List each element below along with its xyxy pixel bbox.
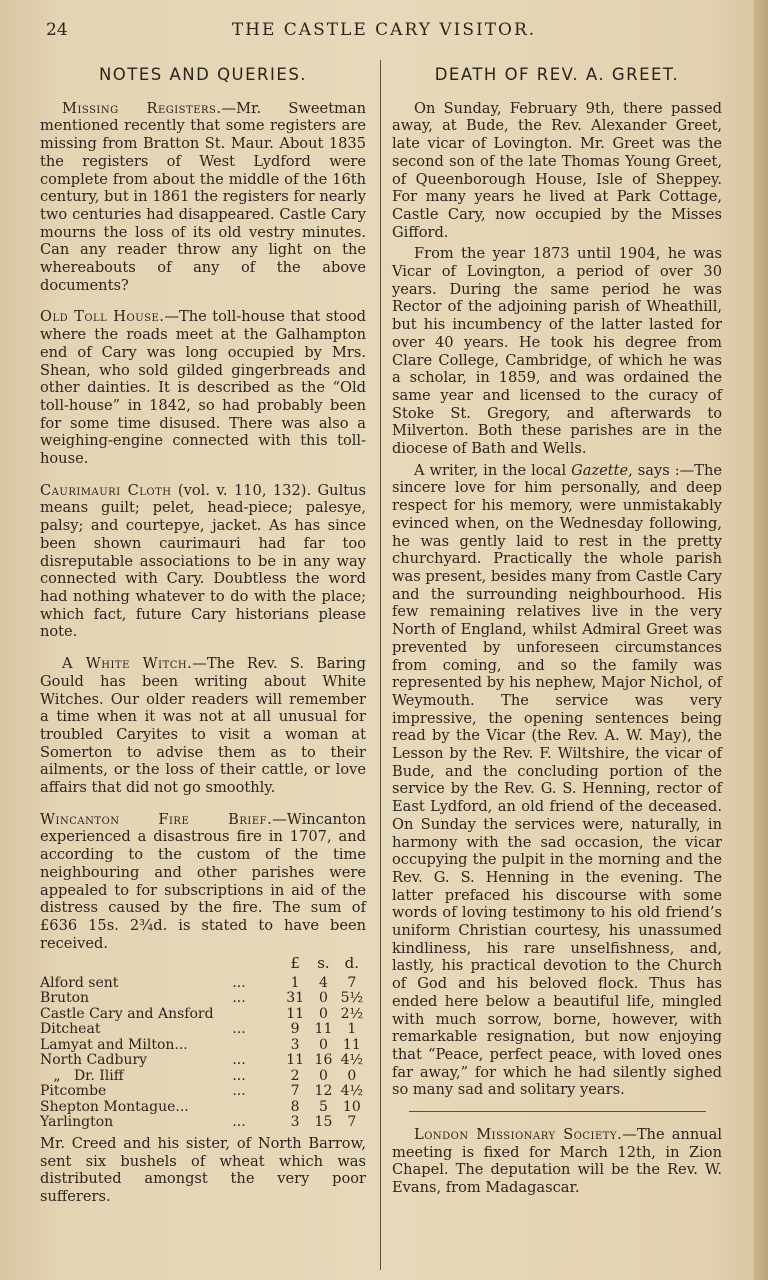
missing-registers-text: —Mr. Sweetman mentioned recently that some registers are missing from Bratton St. Maur. About 1835 the registers of West Lydford were complete from about the middle of the 16th century, but in 1861 the registers for nearly two centuries had disappeared. Castle Cary mourns the loss of its old vestry minutes. Can any reader throw any light on the whereabouts of any of the above documents? [40,99,366,294]
gazette-quote-intro: A writer, in the local [414,461,572,479]
pence-value: 7 [347,1114,357,1131]
parish-name: Ditcheat [40,1021,101,1038]
old-toll-house-lead: Old Toll House. [40,308,165,326]
subscription-row [40,1115,366,1131]
shillings-value: 0 [319,1067,328,1084]
pence-value: 10 [342,1098,361,1115]
pence-value: 4½ [340,1052,364,1069]
pence-value: 11 [342,1036,361,1053]
page-edge [754,0,768,1280]
pounds-value: 7 [290,1083,300,1100]
pounds-value: 3 [290,1114,300,1131]
parish-name: North Cadbury [40,1052,148,1069]
white-witch-text: —The Rev. S. Baring Gould has been writing about White Witches. Our older readers will remember a time when it was not at all unusual for troubled Caryites to visit a woman at Somerton to advise them as to their ailments, or the loss of their cattle, or love affairs that did not go smoothly. [40,655,367,797]
old-toll-house-paragraph [40,308,366,467]
missing-registers-paragraph [40,100,366,295]
pounds-value: 11 [286,1005,305,1022]
shillings-value: 15 [314,1114,333,1131]
shillings-value: 12 [314,1083,333,1100]
pence-value: 2½ [340,1005,364,1022]
shillings-column-header: s. [317,954,330,973]
subscription-row [40,991,366,1007]
leader-dots: ... [232,1067,246,1084]
leader-dots [232,1007,281,1023]
subscription-row [40,1100,366,1116]
pounds-value: 11 [286,1052,305,1069]
creed-note-paragraph: Mr. Creed and his sister, of North Barrow, sent six bushels of wheat which was distributed amongst the very poor sufferers. [40,1134,366,1205]
leader-dots: ... [232,1021,246,1038]
parish-name: Alford sent [40,974,119,991]
subscription-row [40,1053,366,1069]
subscription-row [40,1038,366,1054]
pounds-column-header: £ [290,954,300,973]
shillings-value: 0 [319,990,328,1007]
parish-name: Shepton Montague... [40,1098,189,1115]
leader-dots: ... [232,1052,246,1069]
caurimauri-lead: Caurimauri Cloth [40,481,172,499]
column-divider [380,60,381,1270]
shillings-value: 0 [319,1005,328,1022]
caurimauri-text: (vol. v. 110, 132). Gultus means guilt; pelet, head-piece; palesye, palsy; and courtepye, jacket. As has since been shown caurimauri had far too disreputable associations to be in any way connected with Cary. Doubtless the word had nothing whatever to do with the place; which fact, future Cary historians please note. [40,481,366,641]
pounds-value: 1 [290,974,300,991]
pence-value: 1 [347,1021,357,1038]
white-witch-lead: A White Witch. [62,655,193,673]
parish-name: Castle Cary and Ansford [40,1005,214,1022]
subscription-row [40,1069,366,1085]
pence-column-header: d. [344,954,359,973]
shillings-value: 16 [314,1052,333,1069]
missing-registers-lead: Missing Registers. [62,99,222,117]
subscriptions-body [40,976,366,1131]
section-heading-notes: NOTES AND QUERIES. [98,65,308,84]
leader-dots: ... [232,974,246,991]
leader-dots: ... [232,1114,246,1131]
pence-value: 4½ [340,1083,364,1100]
white-witch-paragraph [40,655,366,797]
pounds-value: 9 [290,1021,300,1038]
missionary-society-text: —The annual meeting is fixed for March 12th, in Zion Chapel. The deputation will be the Rev. W. Evans, from Madagascar. [392,1126,722,1197]
pounds-value: 3 [290,1036,300,1053]
section-heading-obituary: DEATH OF REV. A. GREET. [434,65,680,84]
parish-name: Pitcombe [40,1083,107,1100]
page-number: 24 [46,20,68,40]
pounds-value: 31 [286,990,305,1007]
running-header [0,18,768,46]
obituary-paragraph-1: On Sunday, February 9th, there passed away, at Bude, the Rev. Alexander Greet, late vicar of Lovington. Mr. Greet was the second son of the late Thomas Young Greet, of Queenborough House, Isle of Sheppey. For many years he lived at Park Cottage, Castle Cary, now occupied by the Misses Gifford. [392,99,722,241]
fire-brief-text: —Wincanton experienced a disastrous fire in 1707, and according to the custom of the time neighbouring and other parishes were appealed to for subscriptions in aid of the distress caused by the fire. The sum of £636 15s. 2¾d. is stated to have been received. [40,810,366,952]
gazette-title: Gazette [571,461,629,479]
parish-name: „ Dr. Iliff [40,1067,124,1084]
leader-dots [232,1038,281,1054]
journal-title: THE CASTLE CARY VISITOR. [231,20,537,40]
shillings-value: 4 [319,974,328,991]
missionary-society-paragraph [392,1126,722,1197]
subscription-row [40,1022,366,1038]
pounds-value: 8 [290,1098,300,1115]
pounds-value: 2 [290,1067,300,1084]
parish-name: Bruton [40,990,90,1007]
parish-name: Yarlington [40,1114,114,1131]
subscriptions-header-row [40,956,366,976]
pence-value: 0 [347,1067,357,1084]
subscription-row [40,1084,366,1100]
caurimauri-paragraph [40,482,366,641]
obituary-paragraph-2: From the year 1873 until 1904, he was Vicar of Lovington, a period of over 30 years. During the same period he was Rector of the adjoining parish of Wheathill, but his incumbency of the latter lasted for over 40 years. He took his degree from Clare College, Cambridge, of which he was a scholar, in 1859, and was ordained the same year and licensed to the curacy of Stoke St. Gregory, and afterwards to Milverton. Both these parishes are in the diocese of Bath and Wells. [392,245,722,458]
fire-brief-lead: Wincanton Fire Brief. [40,810,273,828]
fire-brief-paragraph [40,811,366,953]
pence-value: 7 [347,974,357,991]
notes-and-queries-column [40,62,366,1220]
gazette-quote-text: , says :—The sincere love for him personally, and deep respect for his memory, were unmistakably evinced when, on the Wednesday following, he was gently laid to rest in the pretty churchyard. Practically the whole parish was present, besides many from Castle Cary and the surrounding neighbourhood. His few remaining relatives live in the very North of England, whilst Admiral Greet was prevented by unforeseen circumstances from coming, and so the family was represented by his nephew, Major Nichol, of Weymouth. The service was very impressive, the opening sentences being read by the Vicar (the Rev. A. W. May), the Lesson by the Rev. F. Wiltshire, the vicar of Bude, and the concluding portion of the service by the Rev. G. S. Henning, rector of East Lydford, an old friend of the deceased. On Sunday the services were, naturally, in harmony with the sad occasion, the vicar occupying the pulpit in the morning and the Rev. G. S. Henning in the evening. The latter prefaced his discourse with some words of loving testimony to his old friend’s uniform Christian courtesy, his unassumed kindliness, his rare unselfishness, and, lastly, his practical devotion to the Church of God and his beloved flock. Thus has ended here below a beautiful life, mingled with much sorrow, borne, however, with remarkable resignation, but now enjoying that “Peace, perfect peace, with loved ones far away,” for which he had silently sighed so many sad and solitary years. [392,461,722,1099]
leader-dots: ... [232,990,246,1007]
parish-name: Lamyat and Milton... [40,1036,188,1053]
shillings-value: 11 [314,1021,333,1038]
obituary-column [392,62,722,1211]
leader-dots [232,1100,281,1116]
subscription-row [40,976,366,992]
subscriptions-table [40,956,366,1131]
pence-value: 5½ [340,990,364,1007]
shillings-value: 0 [319,1036,328,1053]
leader-dots: ... [232,1083,246,1100]
missionary-society-lead: London Missionary Society. [414,1126,623,1144]
section-separator [409,1111,706,1112]
obituary-paragraph-3 [392,462,722,1099]
subscription-row [40,1007,366,1023]
shillings-value: 5 [319,1098,328,1115]
old-toll-house-text: —The toll-house that stood where the roads meet at the Galhampton end of Cary was long occupied by Mrs. Shean, who sold gilded gingerbreads and other dainties. It is described as the “Old toll-house” in 1842, so had probably been for some time disused. There was also a weighing-engine connected with this toll-house. [40,308,366,468]
